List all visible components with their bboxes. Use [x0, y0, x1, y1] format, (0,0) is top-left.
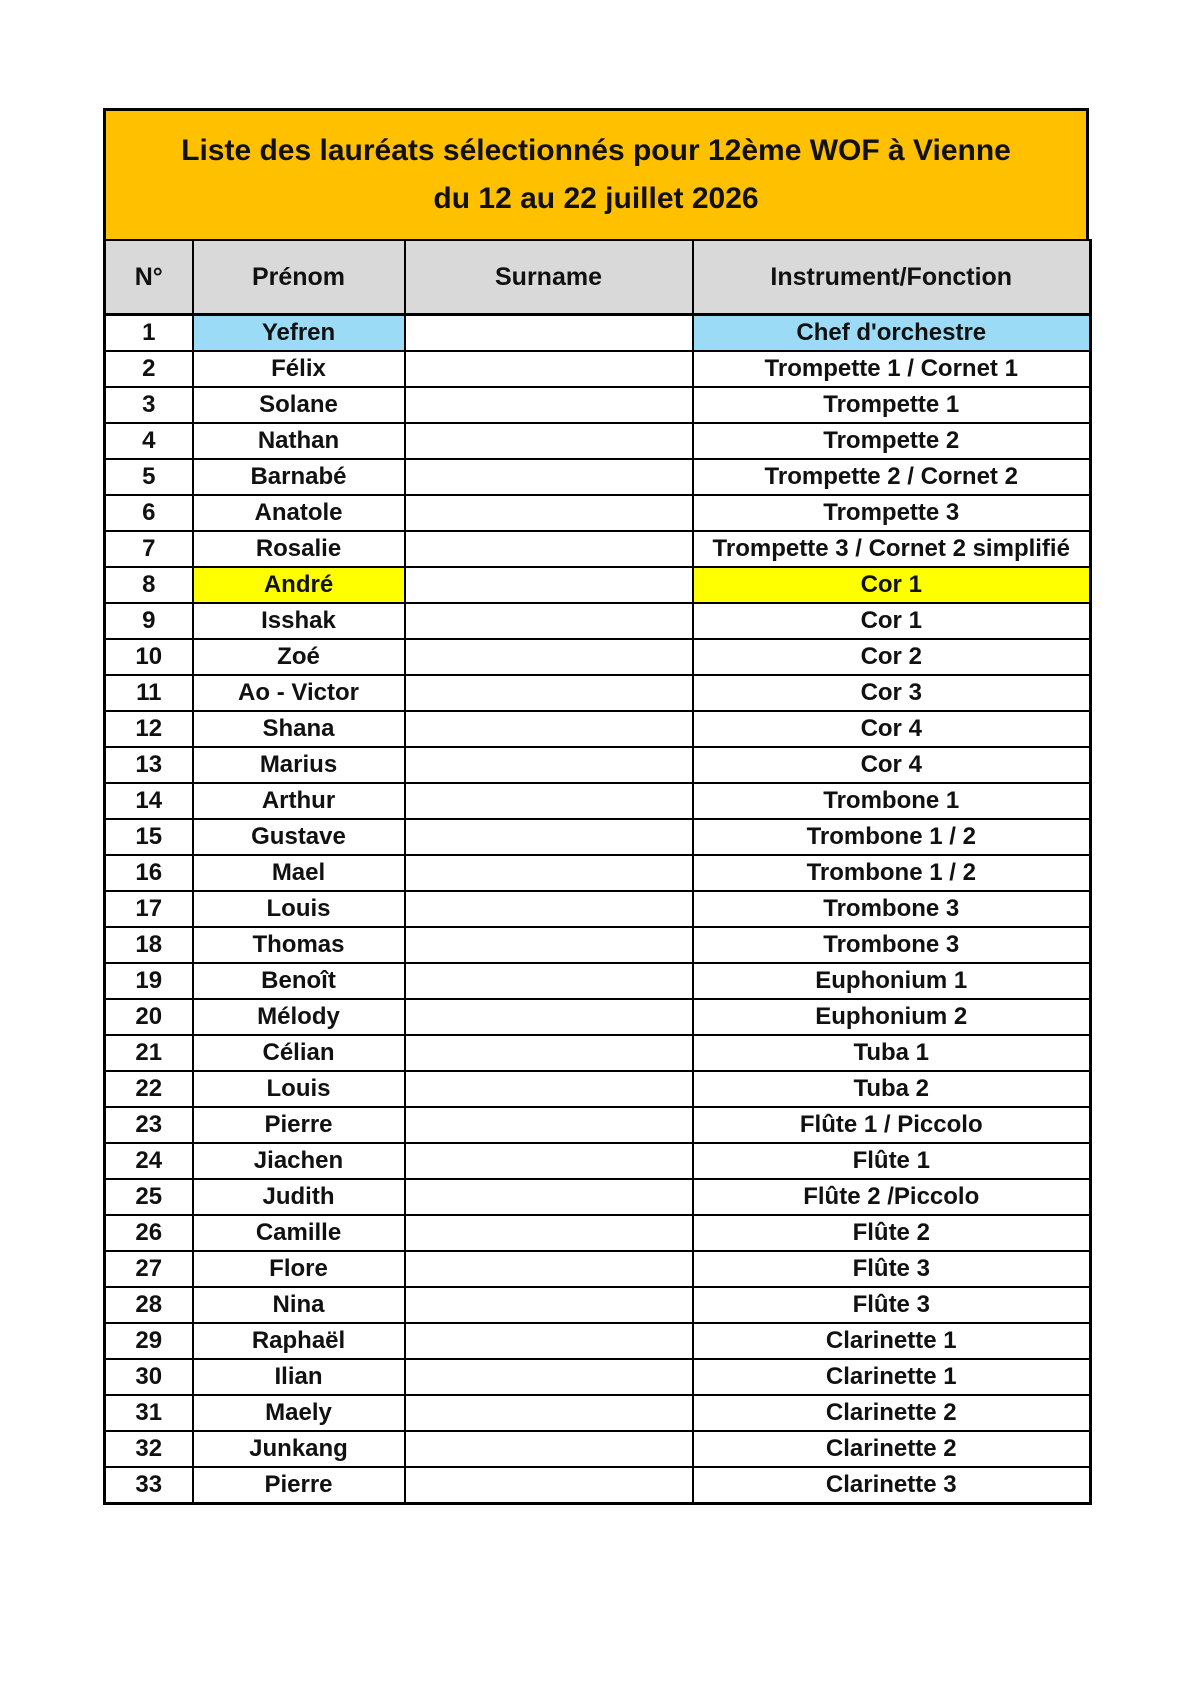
cell-surname [405, 783, 693, 819]
table-row [105, 531, 1091, 567]
cell-surname [405, 567, 693, 603]
cell-prenom: Mael [193, 855, 405, 891]
cell-prenom: Ao - Victor [193, 675, 405, 711]
header-prenom: Prénom [193, 240, 405, 315]
cell-instrument: Chef d'orchestre [693, 315, 1091, 352]
cell-surname [405, 1467, 693, 1504]
cell-surname [405, 927, 693, 963]
cell-num: 25 [105, 1179, 193, 1215]
cell-num: 14 [105, 783, 193, 819]
cell-instrument: Trompette 3 [693, 495, 1091, 531]
cell-instrument: Flûte 1 / Piccolo [693, 1107, 1091, 1143]
table-row [105, 1395, 1091, 1431]
cell-num: 15 [105, 819, 193, 855]
cell-surname [405, 855, 693, 891]
cell-prenom: Mélody [193, 999, 405, 1035]
cell-num: 5 [105, 459, 193, 495]
cell-instrument: Clarinette 1 [693, 1359, 1091, 1395]
cell-prenom: Gustave [193, 819, 405, 855]
cell-num: 18 [105, 927, 193, 963]
cell-num: 24 [105, 1143, 193, 1179]
table-row [105, 1359, 1091, 1395]
table-row [105, 495, 1091, 531]
cell-prenom: Isshak [193, 603, 405, 639]
cell-num: 19 [105, 963, 193, 999]
laureates-table [103, 239, 1092, 1505]
cell-num: 28 [105, 1287, 193, 1323]
table-row [105, 639, 1091, 675]
cell-num: 3 [105, 387, 193, 423]
table-row [105, 1215, 1091, 1251]
table-row [105, 1143, 1091, 1179]
cell-num: 16 [105, 855, 193, 891]
cell-instrument: Tuba 2 [693, 1071, 1091, 1107]
cell-surname [405, 1143, 693, 1179]
cell-prenom: Solane [193, 387, 405, 423]
cell-num: 31 [105, 1395, 193, 1431]
cell-prenom: Thomas [193, 927, 405, 963]
cell-prenom: Yefren [193, 315, 405, 352]
cell-instrument: Tuba 1 [693, 1035, 1091, 1071]
cell-instrument: Trombone 1 [693, 783, 1091, 819]
cell-surname [405, 1431, 693, 1467]
cell-num: 8 [105, 567, 193, 603]
cell-num: 23 [105, 1107, 193, 1143]
cell-instrument: Clarinette 2 [693, 1395, 1091, 1431]
cell-surname [405, 423, 693, 459]
cell-surname [405, 495, 693, 531]
cell-instrument: Trombone 3 [693, 891, 1091, 927]
cell-surname [405, 459, 693, 495]
table-body [105, 315, 1091, 1504]
cell-prenom: Benoît [193, 963, 405, 999]
cell-num: 22 [105, 1071, 193, 1107]
table-row [105, 1467, 1091, 1504]
cell-surname [405, 747, 693, 783]
cell-surname [405, 351, 693, 387]
table-row [105, 603, 1091, 639]
table-row [105, 963, 1091, 999]
table-row [105, 1035, 1091, 1071]
header-row [105, 240, 1091, 315]
cell-num: 10 [105, 639, 193, 675]
table-row [105, 891, 1091, 927]
cell-prenom: Célian [193, 1035, 405, 1071]
cell-instrument: Trompette 1 / Cornet 1 [693, 351, 1091, 387]
cell-num: 17 [105, 891, 193, 927]
laureates-sheet [103, 108, 1089, 1505]
table-row [105, 387, 1091, 423]
cell-surname [405, 819, 693, 855]
table-row [105, 351, 1091, 387]
table-row [105, 783, 1091, 819]
cell-surname [405, 891, 693, 927]
cell-prenom: Barnabé [193, 459, 405, 495]
cell-surname [405, 1035, 693, 1071]
table-row [105, 1179, 1091, 1215]
header-surname: Surname [405, 240, 693, 315]
cell-instrument: Cor 3 [693, 675, 1091, 711]
cell-prenom: Félix [193, 351, 405, 387]
cell-surname [405, 963, 693, 999]
cell-instrument: Cor 4 [693, 711, 1091, 747]
cell-instrument: Flûte 3 [693, 1287, 1091, 1323]
cell-num: 4 [105, 423, 193, 459]
cell-prenom: Ilian [193, 1359, 405, 1395]
cell-prenom: Raphaël [193, 1323, 405, 1359]
cell-instrument: Trombone 3 [693, 927, 1091, 963]
cell-surname [405, 1251, 693, 1287]
cell-prenom: Pierre [193, 1107, 405, 1143]
table-row [105, 999, 1091, 1035]
cell-num: 32 [105, 1431, 193, 1467]
cell-prenom: Zoé [193, 639, 405, 675]
cell-surname [405, 1071, 693, 1107]
cell-prenom: Junkang [193, 1431, 405, 1467]
table-row [105, 1071, 1091, 1107]
cell-surname [405, 1359, 693, 1395]
cell-instrument: Trompette 3 / Cornet 2 simplifié [693, 531, 1091, 567]
cell-surname [405, 1287, 693, 1323]
cell-surname [405, 1107, 693, 1143]
cell-instrument: Flûte 2 [693, 1215, 1091, 1251]
cell-prenom: Maely [193, 1395, 405, 1431]
cell-surname [405, 315, 693, 352]
cell-instrument: Cor 1 [693, 567, 1091, 603]
cell-num: 6 [105, 495, 193, 531]
table-header [105, 240, 1091, 315]
cell-surname [405, 1395, 693, 1431]
cell-surname [405, 675, 693, 711]
table-row [105, 675, 1091, 711]
table-row [105, 1287, 1091, 1323]
cell-instrument: Flûte 2 /Piccolo [693, 1179, 1091, 1215]
cell-prenom: Jiachen [193, 1143, 405, 1179]
table-row [105, 423, 1091, 459]
table-row [105, 819, 1091, 855]
cell-instrument: Clarinette 2 [693, 1431, 1091, 1467]
cell-num: 33 [105, 1467, 193, 1504]
cell-instrument: Cor 2 [693, 639, 1091, 675]
cell-surname [405, 711, 693, 747]
table-row [105, 459, 1091, 495]
cell-prenom: Anatole [193, 495, 405, 531]
cell-prenom: André [193, 567, 405, 603]
cell-instrument: Flûte 1 [693, 1143, 1091, 1179]
cell-surname [405, 999, 693, 1035]
cell-instrument: Trompette 2 [693, 423, 1091, 459]
cell-instrument: Trombone 1 / 2 [693, 855, 1091, 891]
cell-prenom: Louis [193, 891, 405, 927]
cell-num: 9 [105, 603, 193, 639]
table-row [105, 567, 1091, 603]
cell-instrument: Euphonium 2 [693, 999, 1091, 1035]
cell-instrument: Cor 4 [693, 747, 1091, 783]
cell-num: 7 [105, 531, 193, 567]
cell-instrument: Euphonium 1 [693, 963, 1091, 999]
cell-prenom: Arthur [193, 783, 405, 819]
cell-num: 2 [105, 351, 193, 387]
cell-instrument: Flûte 3 [693, 1251, 1091, 1287]
title-line-2: du 12 au 22 juillet 2026 [433, 182, 759, 215]
cell-prenom: Nina [193, 1287, 405, 1323]
cell-surname [405, 639, 693, 675]
cell-instrument: Trompette 2 / Cornet 2 [693, 459, 1091, 495]
table-row [105, 1251, 1091, 1287]
cell-surname [405, 531, 693, 567]
cell-prenom: Rosalie [193, 531, 405, 567]
cell-surname [405, 1215, 693, 1251]
cell-num: 30 [105, 1359, 193, 1395]
table-row [105, 927, 1091, 963]
cell-num: 1 [105, 315, 193, 352]
cell-prenom: Judith [193, 1179, 405, 1215]
table-row [105, 1107, 1091, 1143]
cell-surname [405, 603, 693, 639]
table-row [105, 711, 1091, 747]
cell-num: 29 [105, 1323, 193, 1359]
table-row [105, 1323, 1091, 1359]
cell-prenom: Flore [193, 1251, 405, 1287]
cell-surname [405, 387, 693, 423]
cell-prenom: Nathan [193, 423, 405, 459]
cell-instrument: Trompette 1 [693, 387, 1091, 423]
cell-prenom: Shana [193, 711, 405, 747]
title-line-1: Liste des lauréats sélectionnés pour 12ème WOF à Vienne [181, 134, 1011, 167]
cell-num: 13 [105, 747, 193, 783]
cell-surname [405, 1323, 693, 1359]
cell-prenom: Marius [193, 747, 405, 783]
header-instrument: Instrument/Fonction [693, 240, 1091, 315]
cell-surname [405, 1179, 693, 1215]
table-row [105, 855, 1091, 891]
cell-num: 12 [105, 711, 193, 747]
title-banner [103, 108, 1089, 239]
header-num: N° [105, 240, 193, 315]
cell-num: 20 [105, 999, 193, 1035]
cell-num: 26 [105, 1215, 193, 1251]
cell-instrument: Trombone 1 / 2 [693, 819, 1091, 855]
table-row [105, 1431, 1091, 1467]
cell-prenom: Pierre [193, 1467, 405, 1504]
cell-num: 11 [105, 675, 193, 711]
cell-instrument: Cor 1 [693, 603, 1091, 639]
table-row [105, 315, 1091, 352]
cell-instrument: Clarinette 1 [693, 1323, 1091, 1359]
cell-prenom: Camille [193, 1215, 405, 1251]
cell-prenom: Louis [193, 1071, 405, 1107]
table-row [105, 747, 1091, 783]
cell-num: 21 [105, 1035, 193, 1071]
cell-num: 27 [105, 1251, 193, 1287]
cell-instrument: Clarinette 3 [693, 1467, 1091, 1504]
